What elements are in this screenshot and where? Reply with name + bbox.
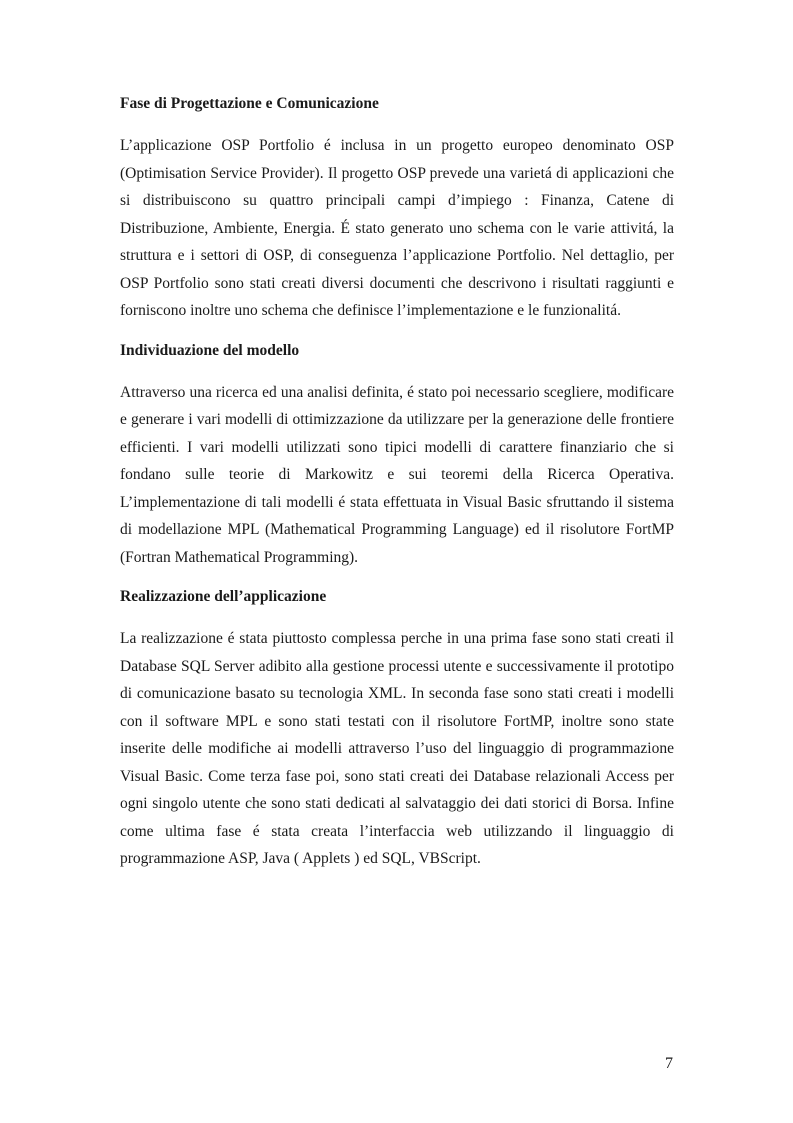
- section-progettazione: [120, 92, 674, 325]
- section-heading: Fase di Progettazione e Comunicazione: [120, 95, 379, 112]
- section-paragraph: La realizzazione é stata piuttosto complessa perche in una prima fase sono stati creati il Database SQL Server adibito alla gestione processi utente e successivamente il prototipo di comunicazione basato su tecnologia XML. In seconda fase sono stati creati i modelli con il software MPL e sono stati testati con il risolutore FortMP, inoltre sono state inserite delle modifiche ai modelli attraverso l’uso del linguaggio di programmazione Visual Basic. Come terza fase poi, sono stati creati dei Database relazionali Access per ogni singolo utente che sono stati dedicati al salvataggio dei dati storici di Borsa. Infine come ultima fase é stata creata l’interfaccia web utilizzando il linguaggio di programmazione ASP, Java ( Applets ) ed SQL, VBScript.: [120, 630, 674, 867]
- section-paragraph: Attraverso una ricerca ed una analisi definita, é stato poi necessario scegliere, modificare e generare i vari modelli di ottimizzazione da utilizzare per la generazione delle frontiere efficienti. I vari modelli utilizzati sono tipici modelli di carattere finanziario che si fondano sulle teorie di Markowitz e sui teoremi della Ricerca Operativa. L’implementazione di tali modelli é stata effettuata in Visual Basic sfruttando il sistema di modellazione MPL (Mathematical Programming Language) ed il risolutore FortMP (Fortran Mathematical Programming).: [120, 383, 674, 566]
- section-realizzazione: [120, 585, 674, 873]
- page-number: 7: [665, 1055, 673, 1072]
- section-modello: [120, 339, 674, 572]
- document-page: [120, 92, 674, 887]
- section-heading: Individuazione del modello: [120, 341, 300, 359]
- section-heading: Realizzazione dell’applicazione: [120, 588, 327, 605]
- section-paragraph: L’applicazione OSP Portfolio é inclusa in un progetto europeo denominato OSP (Optimisation Service Provider). Il progetto OSP prevede una varietá di applicazioni che si distribuiscono su quattro principali campi d’impiego : Finanza, Catene di Distribuzione, Ambiente, Energia. É stato generato uno schema con le varie attivitá, la struttura e i settori di OSP, di conseguenza l’applicazione Portfolio. Nel dettaglio, per OSP Portfolio sono stati creati diversi documenti che descrivono i risultati raggiunti e forniscono inoltre uno schema che definisce l’implementazione e le funzionalitá.: [120, 137, 674, 319]
